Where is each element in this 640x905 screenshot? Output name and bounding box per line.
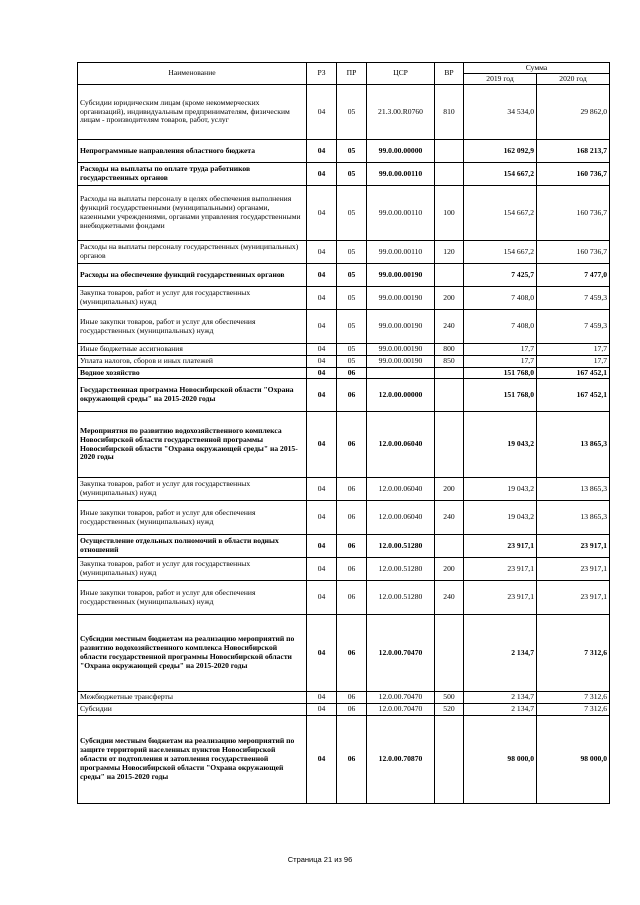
- cell-name: Закупка товаров, работ и услуг для государственных (муниципальных) нужд: [78, 478, 307, 501]
- cell-name: Расходы на обеспечение функций государственных органов: [78, 264, 307, 287]
- cell-sum-2020: 23 917,1: [537, 558, 610, 581]
- table-row: [78, 85, 610, 140]
- cell-csr: 99.0.00.00190: [367, 264, 435, 287]
- cell-name: Межбюджетные трансферты: [78, 692, 307, 704]
- table-row: [78, 163, 610, 186]
- cell-sum-2020: 7 459,3: [537, 287, 610, 310]
- cell-rz: 04: [307, 501, 337, 535]
- cell-sum-2019: 19 043,2: [464, 412, 537, 478]
- cell-csr: 21.3.00.R0760: [367, 85, 435, 140]
- table-row: [78, 264, 610, 287]
- cell-sum-2019: 154 667,2: [464, 163, 537, 186]
- cell-sum-2020: 13 865,3: [537, 478, 610, 501]
- cell-name: Иные закупки товаров, работ и услуг для обеспечения государственных (муниципальных) нужд: [78, 310, 307, 344]
- cell-name: Закупка товаров, работ и услуг для государственных (муниципальных) нужд: [78, 287, 307, 310]
- cell-pr: 06: [337, 478, 367, 501]
- cell-sum-2020: 13 865,3: [537, 501, 610, 535]
- cell-name: Расходы на выплаты персоналу в целях обеспечения выполнения функций государственными (муниципальными) органами, казенными учреждениями, органами управления государственными внебюджетными фондами: [78, 186, 307, 241]
- cell-sum-2020: 168 213,7: [537, 140, 610, 163]
- cell-csr: 99.0.00.00000: [367, 140, 435, 163]
- cell-vr: 800: [435, 344, 464, 356]
- cell-sum-2019: 151 768,0: [464, 368, 537, 379]
- header-2019: 2019 год: [464, 74, 537, 85]
- cell-pr: 06: [337, 379, 367, 412]
- cell-pr: 06: [337, 501, 367, 535]
- cell-rz: 04: [307, 535, 337, 558]
- cell-sum-2019: 2 134,7: [464, 615, 537, 692]
- cell-name: Водное хозяйство: [78, 368, 307, 379]
- cell-vr: [435, 716, 464, 804]
- cell-csr: 12.0.00.70870: [367, 716, 435, 804]
- cell-csr: 12.0.00.51280: [367, 581, 435, 615]
- cell-csr: 12.0.00.06040: [367, 412, 435, 478]
- table-row: [78, 535, 610, 558]
- cell-csr: 99.0.00.00190: [367, 310, 435, 344]
- cell-pr: 05: [337, 140, 367, 163]
- cell-csr: 12.0.00.70470: [367, 704, 435, 716]
- cell-rz: 04: [307, 264, 337, 287]
- cell-sum-2019: 23 917,1: [464, 581, 537, 615]
- header-vr: ВР: [435, 63, 464, 85]
- cell-vr: 520: [435, 704, 464, 716]
- cell-pr: 06: [337, 692, 367, 704]
- cell-pr: 05: [337, 310, 367, 344]
- cell-pr: 06: [337, 581, 367, 615]
- cell-sum-2019: 151 768,0: [464, 379, 537, 412]
- cell-csr: 12.0.00.70470: [367, 692, 435, 704]
- table-row: [78, 558, 610, 581]
- cell-vr: 850: [435, 356, 464, 368]
- cell-sum-2020: 17,7: [537, 344, 610, 356]
- cell-name: Иные закупки товаров, работ и услуг для обеспечения государственных (муниципальных) нужд: [78, 581, 307, 615]
- budget-table: [77, 62, 610, 804]
- cell-sum-2019: 17,7: [464, 356, 537, 368]
- cell-sum-2019: 7 408,0: [464, 287, 537, 310]
- cell-name: Мероприятия по развитию водохозяйственного комплекса Новосибирской области государственной программы Новосибирской области "Охрана окружающей среды" на 2015-2020 годы: [78, 412, 307, 478]
- table-row: [78, 241, 610, 264]
- cell-csr: 12.0.00.51280: [367, 558, 435, 581]
- cell-vr: 200: [435, 558, 464, 581]
- cell-sum-2020: 167 452,1: [537, 379, 610, 412]
- table-row: [78, 692, 610, 704]
- cell-pr: 05: [337, 85, 367, 140]
- cell-csr: 99.0.00.00190: [367, 287, 435, 310]
- table-row: [78, 287, 610, 310]
- cell-rz: 04: [307, 478, 337, 501]
- cell-pr: 05: [337, 163, 367, 186]
- header-row-top: [78, 63, 610, 74]
- cell-csr: 99.0.00.00190: [367, 344, 435, 356]
- cell-rz: 04: [307, 163, 337, 186]
- cell-sum-2020: 17,7: [537, 356, 610, 368]
- cell-csr: [367, 368, 435, 379]
- cell-sum-2020: 7 312,6: [537, 692, 610, 704]
- header-rz: РЗ: [307, 63, 337, 85]
- cell-sum-2019: 19 043,2: [464, 478, 537, 501]
- cell-sum-2019: 154 667,2: [464, 241, 537, 264]
- cell-csr: 99.0.00.00110: [367, 163, 435, 186]
- cell-vr: 240: [435, 501, 464, 535]
- cell-pr: 05: [337, 344, 367, 356]
- cell-sum-2020: 167 452,1: [537, 368, 610, 379]
- cell-pr: 05: [337, 287, 367, 310]
- cell-rz: 04: [307, 368, 337, 379]
- cell-vr: 200: [435, 287, 464, 310]
- table-body: [78, 85, 610, 804]
- cell-vr: 240: [435, 581, 464, 615]
- cell-csr: 99.0.00.00190: [367, 356, 435, 368]
- header-csr: ЦСР: [367, 63, 435, 85]
- cell-sum-2019: 2 134,7: [464, 704, 537, 716]
- table-row: [78, 704, 610, 716]
- cell-csr: 12.0.00.06040: [367, 478, 435, 501]
- page-footer: Страница 21 из 96: [287, 855, 353, 864]
- cell-name: Уплата налогов, сборов и иных платежей: [78, 356, 307, 368]
- cell-rz: 04: [307, 186, 337, 241]
- cell-sum-2020: 7 477,0: [537, 264, 610, 287]
- table-row: [78, 140, 610, 163]
- cell-rz: 04: [307, 716, 337, 804]
- cell-vr: [435, 535, 464, 558]
- cell-pr: 06: [337, 716, 367, 804]
- cell-vr: [435, 264, 464, 287]
- cell-rz: 04: [307, 615, 337, 692]
- table-row: [78, 356, 610, 368]
- cell-pr: 05: [337, 186, 367, 241]
- cell-vr: [435, 140, 464, 163]
- cell-vr: 240: [435, 310, 464, 344]
- table-row: [78, 412, 610, 478]
- header-2020: 2020 год: [537, 74, 610, 85]
- cell-name: Непрограммные направления областного бюджета: [78, 140, 307, 163]
- cell-csr: 12.0.00.51280: [367, 535, 435, 558]
- cell-vr: [435, 368, 464, 379]
- cell-name: Государственная программа Новосибирской области "Охрана окружающей среды" на 2015-2020 годы: [78, 379, 307, 412]
- cell-vr: 100: [435, 186, 464, 241]
- cell-pr: 05: [337, 241, 367, 264]
- cell-rz: 04: [307, 241, 337, 264]
- cell-sum-2019: 34 534,0: [464, 85, 537, 140]
- cell-rz: 04: [307, 344, 337, 356]
- cell-pr: 06: [337, 368, 367, 379]
- cell-name: Субсидии: [78, 704, 307, 716]
- cell-pr: 06: [337, 558, 367, 581]
- cell-rz: 04: [307, 85, 337, 140]
- table-row: [78, 716, 610, 804]
- cell-vr: [435, 615, 464, 692]
- cell-rz: 04: [307, 310, 337, 344]
- cell-sum-2019: 19 043,2: [464, 501, 537, 535]
- table-row: [78, 478, 610, 501]
- cell-rz: 04: [307, 581, 337, 615]
- cell-sum-2020: 23 917,1: [537, 535, 610, 558]
- cell-sum-2019: 7 425,7: [464, 264, 537, 287]
- table-row: [78, 581, 610, 615]
- cell-vr: [435, 379, 464, 412]
- cell-sum-2019: 98 000,0: [464, 716, 537, 804]
- cell-vr: 120: [435, 241, 464, 264]
- cell-sum-2020: 160 736,7: [537, 241, 610, 264]
- cell-vr: [435, 163, 464, 186]
- table-row: [78, 501, 610, 535]
- cell-name: Расходы на выплаты по оплате труда работников государственных органов: [78, 163, 307, 186]
- cell-sum-2019: 162 092,9: [464, 140, 537, 163]
- cell-rz: 04: [307, 379, 337, 412]
- cell-sum-2019: 2 134,7: [464, 692, 537, 704]
- table-row: [78, 310, 610, 344]
- cell-rz: 04: [307, 412, 337, 478]
- cell-rz: 04: [307, 558, 337, 581]
- cell-name: Субсидии местным бюджетам на реализацию мероприятий по защите территорий населенных пунктов Новосибирской области от подтопления и затопления государственной программы Новосибирской области "Охрана окружающей среды" на 2015-2020 годы: [78, 716, 307, 804]
- cell-sum-2019: 17,7: [464, 344, 537, 356]
- cell-name: Иные закупки товаров, работ и услуг для обеспечения государственных (муниципальных) нужд: [78, 501, 307, 535]
- cell-sum-2019: 23 917,1: [464, 535, 537, 558]
- cell-csr: 12.0.00.06040: [367, 501, 435, 535]
- cell-name: Закупка товаров, работ и услуг для государственных (муниципальных) нужд: [78, 558, 307, 581]
- cell-csr: 99.0.00.00110: [367, 186, 435, 241]
- cell-name: Осуществление отдельных полномочий в области водных отношений: [78, 535, 307, 558]
- cell-rz: 04: [307, 704, 337, 716]
- table-row: [78, 344, 610, 356]
- cell-csr: 99.0.00.00110: [367, 241, 435, 264]
- cell-sum-2020: 98 000,0: [537, 716, 610, 804]
- table-row: [78, 186, 610, 241]
- cell-sum-2020: 160 736,7: [537, 163, 610, 186]
- cell-name: Субсидии юридическим лицам (кроме некоммерческих организаций), индивидуальным предпринимателям, физическим лицам - производителям товаров, работ, услуг: [78, 85, 307, 140]
- table-row: [78, 368, 610, 379]
- cell-pr: 06: [337, 412, 367, 478]
- cell-rz: 04: [307, 140, 337, 163]
- cell-rz: 04: [307, 356, 337, 368]
- table-row: [78, 615, 610, 692]
- cell-vr: 810: [435, 85, 464, 140]
- table-row: [78, 379, 610, 412]
- cell-pr: 05: [337, 264, 367, 287]
- cell-pr: 06: [337, 704, 367, 716]
- cell-name: Субсидии местным бюджетам на реализацию мероприятий по развитию водохозяйственного комплекса Новосибирской области государственной программы Новосибирской области "Охрана окружающей среды" на 2015-2020 годы: [78, 615, 307, 692]
- cell-vr: [435, 412, 464, 478]
- cell-name: Расходы на выплаты персоналу государственных (муниципальных) органов: [78, 241, 307, 264]
- cell-pr: 06: [337, 535, 367, 558]
- header-sum: Сумма: [464, 63, 610, 74]
- header-pr: ПР: [337, 63, 367, 85]
- cell-pr: 05: [337, 356, 367, 368]
- cell-vr: 500: [435, 692, 464, 704]
- cell-sum-2020: 7 312,6: [537, 615, 610, 692]
- cell-sum-2019: 154 667,2: [464, 186, 537, 241]
- cell-name: Иные бюджетные ассигнования: [78, 344, 307, 356]
- cell-vr: 200: [435, 478, 464, 501]
- header-name: Наименование: [78, 63, 307, 85]
- cell-csr: 12.0.00.00000: [367, 379, 435, 412]
- cell-sum-2019: 23 917,1: [464, 558, 537, 581]
- cell-sum-2020: 29 862,0: [537, 85, 610, 140]
- cell-sum-2019: 7 408,0: [464, 310, 537, 344]
- cell-sum-2020: 160 736,7: [537, 186, 610, 241]
- cell-sum-2020: 13 865,3: [537, 412, 610, 478]
- cell-csr: 12.0.00.70470: [367, 615, 435, 692]
- cell-sum-2020: 7 459,3: [537, 310, 610, 344]
- cell-pr: 06: [337, 615, 367, 692]
- cell-rz: 04: [307, 287, 337, 310]
- cell-sum-2020: 7 312,6: [537, 704, 610, 716]
- cell-sum-2020: 23 917,1: [537, 581, 610, 615]
- cell-rz: 04: [307, 692, 337, 704]
